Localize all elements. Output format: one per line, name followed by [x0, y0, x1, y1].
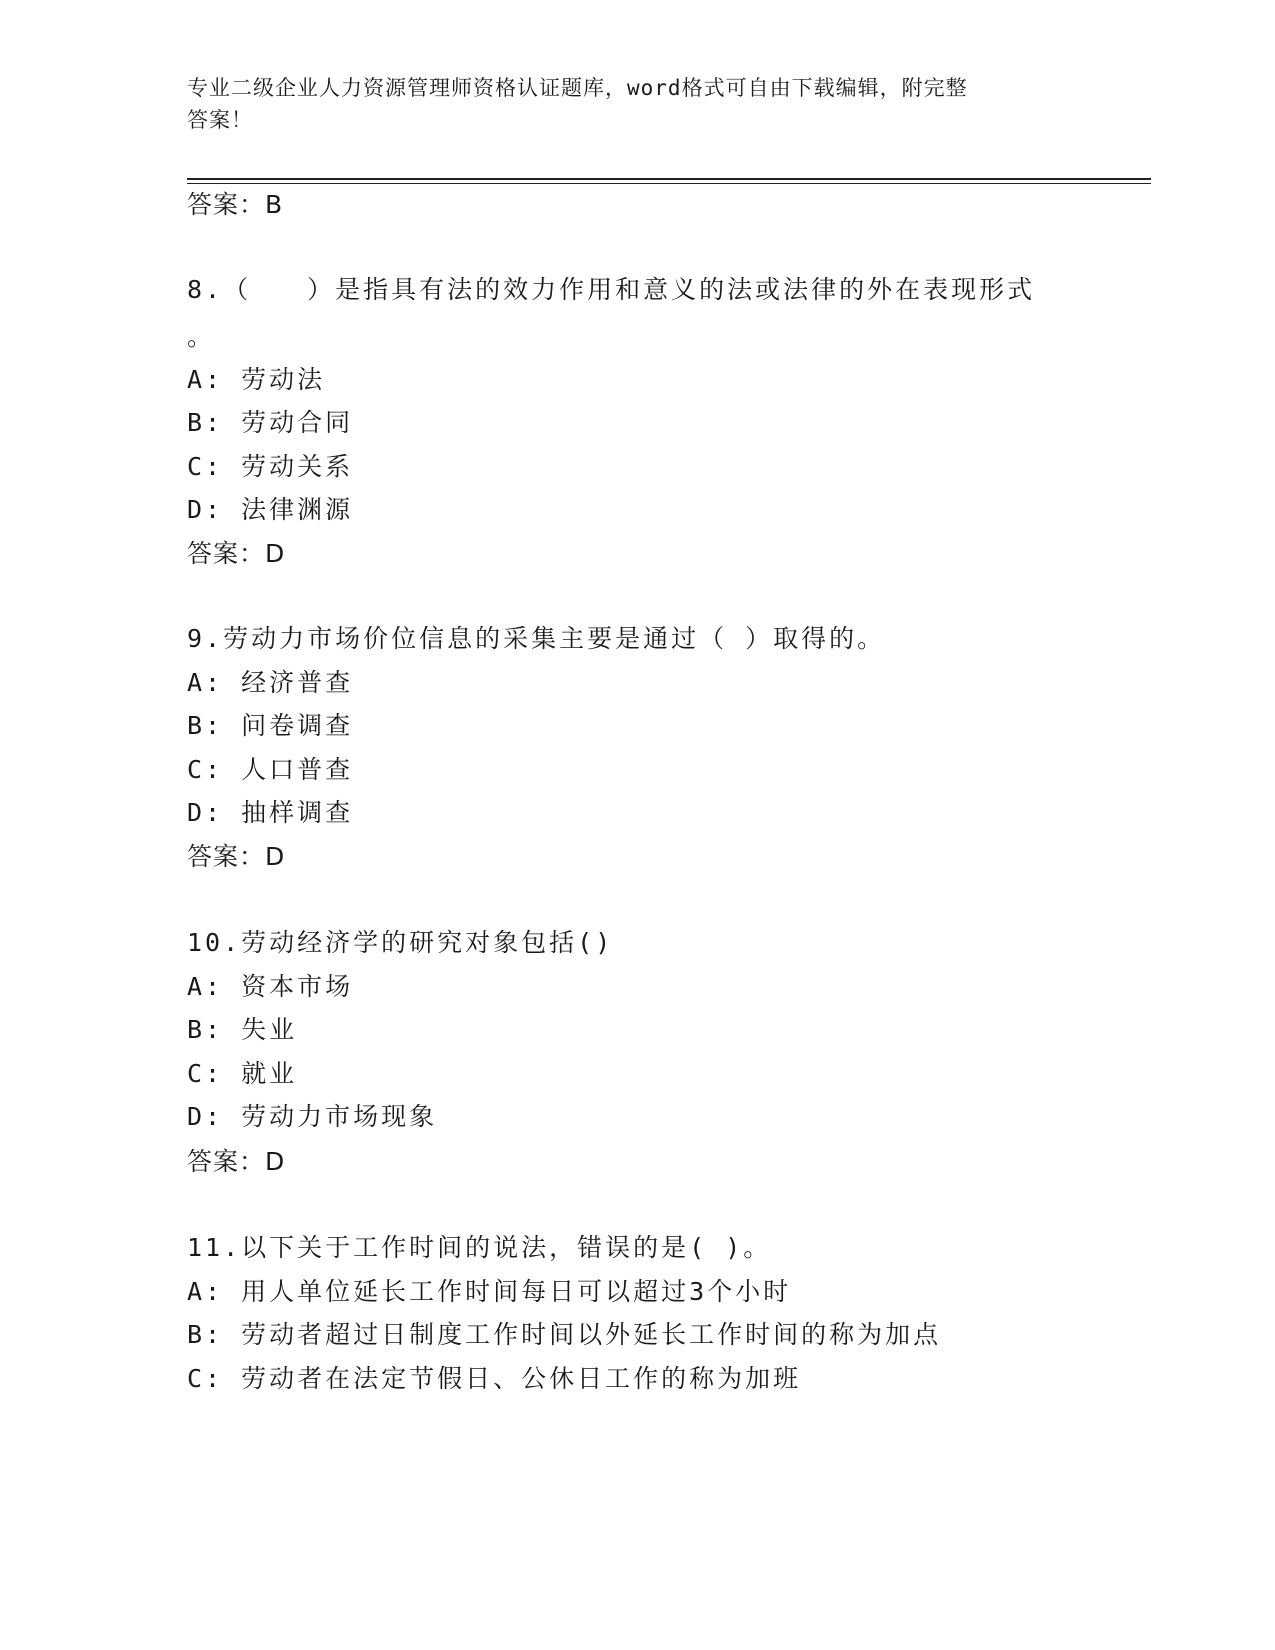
header-line-2: 答案！ — [187, 108, 253, 132]
option-b: B: 劳动合同 — [187, 408, 354, 437]
question-stem: 10.劳动经济学的研究对象包括() — [187, 928, 614, 957]
answer-line: 答案：D — [187, 1147, 286, 1176]
option-d: D: 法律渊源 — [187, 495, 354, 524]
option-a: A: 用人单位延长工作时间每日可以超过3个小时 — [187, 1277, 792, 1306]
option-b: B: 失业 — [187, 1015, 298, 1044]
option-a: A: 经济普查 — [187, 668, 354, 697]
option-b: B: 问卷调查 — [187, 711, 354, 740]
option-a: A: 劳动法 — [187, 365, 326, 394]
option-d: D: 劳动力市场现象 — [187, 1102, 438, 1131]
option-c: C: 劳动关系 — [187, 452, 354, 481]
answer-line: 答案：B — [187, 190, 284, 219]
answer-line: 答案：D — [187, 539, 286, 568]
option-b: B: 劳动者超过日制度工作时间以外延长工作时间的称为加点 — [187, 1320, 942, 1349]
question-stem-continuation: 。 — [187, 322, 216, 351]
header-divider-thin — [187, 183, 1151, 184]
answer-line: 答案：D — [187, 842, 286, 871]
option-c: C: 人口普查 — [187, 755, 354, 784]
question-stem: 8.（ ）是指具有法的效力作用和意义的法或法律的外在表现形式 — [187, 275, 1036, 304]
question-stem: 11.以下关于工作时间的说法，错误的是( )。 — [187, 1233, 772, 1262]
header-divider-thick — [187, 178, 1151, 180]
option-c: C: 就业 — [187, 1059, 298, 1088]
question-stem: 9.劳动力市场价位信息的采集主要是通过（ ）取得的。 — [187, 624, 886, 653]
document-header — [187, 72, 1067, 136]
option-c: C: 劳动者在法定节假日、公休日工作的称为加班 — [187, 1364, 802, 1393]
option-a: A: 资本市场 — [187, 972, 354, 1001]
option-d: D: 抽样调查 — [187, 798, 354, 827]
header-line-1: 专业二级企业人力资源管理师资格认证题库，word格式可自由下载编辑，附完整 — [187, 76, 968, 100]
